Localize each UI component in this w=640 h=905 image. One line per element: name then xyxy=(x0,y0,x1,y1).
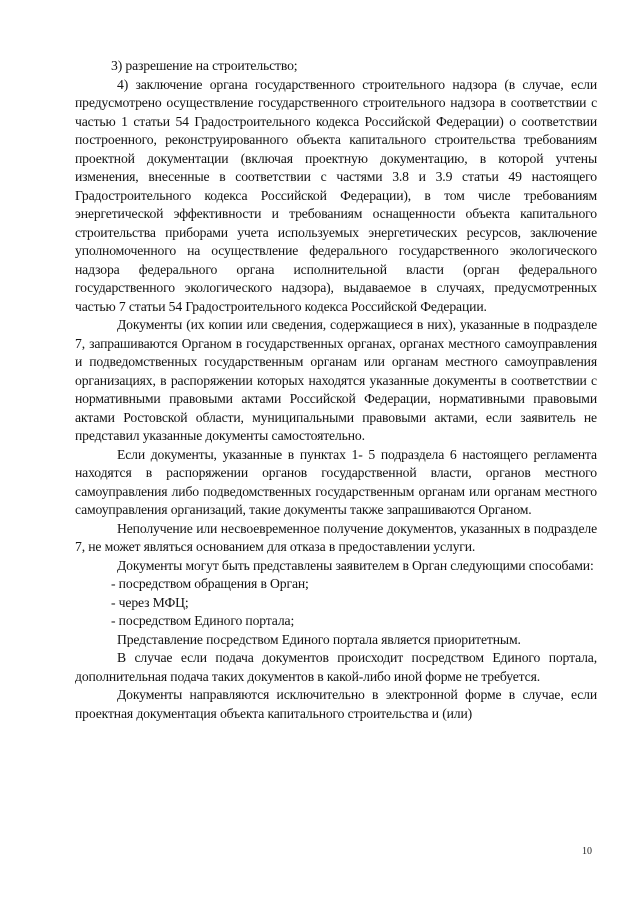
list-item-organ: - посредством обращения в Орган; xyxy=(111,576,309,591)
paragraph-non-receipt: Неполучение или несвоевременное получение документов, указанных в подразделе 7, не может являться основанием для отказа в предоставлении услуги. xyxy=(75,520,597,554)
paragraph-portal-submission: В случае если подача документов происходит посредством Единого портала, дополнительная подача таких документов в какой-либо иной форме не требуется. xyxy=(75,650,597,684)
list-item-mfc: - через МФЦ; xyxy=(111,594,189,610)
paragraph-priority: Представление посредством Единого портала является приоритетным. xyxy=(117,631,521,647)
page-number: 10 xyxy=(582,846,592,857)
paragraph-submission-methods: Документы могут быть представлены заявителем в Орган следующими способами: xyxy=(117,557,594,573)
list-item-portal: - посредством Единого портала; xyxy=(111,613,295,628)
paragraph-documents-requested: Документы (их копии или сведения, содержащиеся в них), указанные в подразделе 7, запрашиваются Органом в государственных органах, органах местного самоуправления и подведомственных государственным органам или органам местного самоуправления организациях, в распоряжении которых находятся указанные документы в соответствии с нормативными правовыми актами Российской Федерации, нормативными правовыми актами Ростовской области, муниципальными правовыми актами, если заявитель не представил указанные документы самостоятельно. xyxy=(75,317,597,443)
paragraph-documents-in-possession: Если документы, указанные в пунктах 1- 5 подраздела 6 настоящего регламента находятся в распоряжении органов государственной власти, органов местного самоуправления либо подведомственных государственным органам или органам местного самоуправления организаций, такие документы также запрашиваются Органом. xyxy=(75,446,597,517)
item-4: 4) заключение органа государственного строительного надзора (в случае, если предусмотрено осуществление государственного строительного надзора в соответствии с частью 1 статьи 54 Градостроительного кодекса Российской Федерации) о соответствии построенного, реконструированного объекта капитального строительства требованиям проектной документации (включая проектную документацию, в которой учтены изменения, внесенные в соответствии с частями 3.8 и 3.9 статьи 49 настоящего Градостроительного кодекса Российской Федерации), в том числе требованиям энергетической эффективности и требованиям оснащенности объекта капитального строительства приборами учета используемых энергетических ресурсов, заключение уполномоченного на осуществление федерального государственного экологического надзора федерального органа исполнительной власти (орган федерального государственного экологического надзора), выдаваемое в случаях, предусмотренных частью 7 статьи 54 Градостроительного кодекса Российской Федерации. xyxy=(75,76,597,314)
body-text xyxy=(75,57,597,723)
paragraph-electronic-form: Документы направляются исключительно в электронной форме в случае, если проектная документация объекта капитального строительства и (или) xyxy=(75,687,597,721)
item-3: 3) разрешение на строительство; xyxy=(111,58,298,73)
